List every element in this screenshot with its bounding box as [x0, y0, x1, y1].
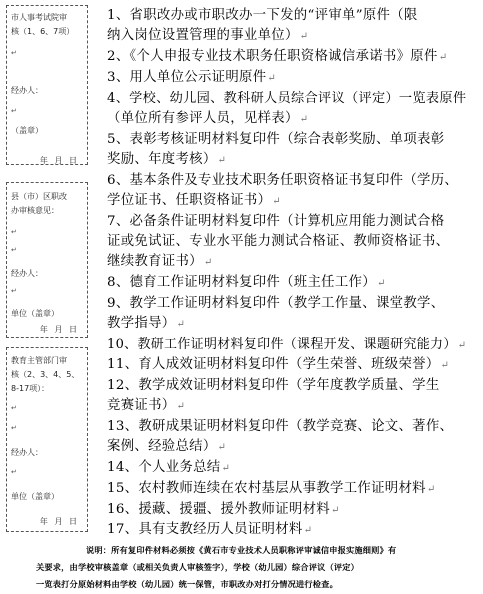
handler-label: 经办人：: [11, 269, 43, 278]
list-item: 9、教学工作证明材料复印件（教学工作量、课堂教学、: [107, 296, 445, 311]
list-item: 10、教研工作证明材料复印件（课程开发、课题研究能力）↵: [107, 337, 467, 352]
return-mark: ↵: [221, 463, 231, 474]
date-label: 年 月 日: [39, 156, 79, 165]
list-item: 17、具有支教经历人员证明材料↵: [107, 522, 313, 537]
list-item: 13、教研成果证明材料复印件（教学竞赛、论文、著作、: [107, 419, 454, 434]
education-review-box: [6, 347, 88, 532]
return-mark: ↵: [217, 155, 227, 166]
list-item: 4、学校、幼儿园、教科研人员综合评议（评定）一览表原件: [107, 91, 467, 106]
footnote-line: 一览表打分原始材料由学校（幼儿园）统一保管，市职改办对打分情况进行检查。: [36, 579, 338, 589]
list-item: 学位证书、任职资格证书）↵: [107, 193, 281, 208]
box-title-line: 核（2、3、4、5、: [11, 370, 80, 379]
list-item: 12、教学成效证明材料复印件（学年度教学质量、学生: [107, 378, 440, 393]
date-label: 年 月 日: [39, 325, 79, 334]
return-mark: ↵: [272, 196, 281, 207]
seal-label: （盖章）: [11, 126, 43, 135]
return-mark: ↵: [299, 114, 309, 125]
list-item: 14、个人业务总结↵: [107, 460, 231, 475]
list-item: 15、农村教师连续在农村基层从事教学工作证明材料↵: [107, 481, 436, 496]
list-item: 5、表彰考核证明材料复印件（综合表彰奖励、单项表彰: [107, 132, 445, 147]
list-item: 继续教育证书）↵: [107, 254, 213, 269]
list-item: 8、德育工作证明材料复印件（班主任工作）↵: [107, 275, 386, 290]
footnote-line: 关要求，由学校审核盖章（或相关负责人审核签字），学校（幼儿园）综合评议（评定）: [36, 562, 360, 572]
list-item: 竞赛证书）↵: [107, 398, 186, 413]
city-review-box: [6, 5, 88, 165]
return-mark: ↵: [203, 257, 213, 268]
return-mark: ↵: [11, 246, 17, 254]
list-item: 11、育人成效证明材料复印件（学生荣誉、班级荣誉）↵: [107, 357, 450, 372]
return-mark: ↵: [440, 360, 450, 371]
box-title-line: 核（1、6、7项）: [11, 27, 75, 36]
return-mark: ↵: [267, 73, 277, 84]
list-item: 2、《个人申报专业技术职务任职资格诚信承诺书》原件↵: [107, 49, 448, 64]
return-mark: ↵: [11, 404, 17, 412]
list-item: （单位所有参评人员，见样表）↵: [107, 111, 309, 126]
list-item: 案例、经验总结）↵: [107, 439, 227, 454]
list-item: 6、基本条件及专业技术职务任职资格证书复印件（学历、: [107, 173, 459, 188]
return-mark: ↵: [438, 52, 448, 63]
list-item: 7、必备条件证明材料复印件（计算机应用能力测试合格: [107, 214, 445, 229]
return-mark: ↵: [303, 525, 313, 536]
county-review-box: [6, 182, 88, 338]
return-mark: ↵: [457, 340, 467, 351]
seal-label: 单位（盖章）: [11, 309, 59, 318]
return-mark: ↵: [376, 278, 386, 289]
list-item: 1、省职改办或市职改办一下发的“评审单”原件（限: [107, 8, 418, 23]
return-mark: ↵: [11, 468, 17, 476]
box-title-line: 县（市）区职改: [11, 192, 67, 201]
return-mark: ↵: [299, 31, 309, 42]
date-label: 年 月 日: [39, 517, 79, 526]
box-title-line: 教育主管部门审: [11, 356, 67, 365]
return-mark: ↵: [11, 228, 17, 236]
return-mark: ↵: [331, 505, 340, 516]
list-item: 16、援藏、援疆、援外教师证明材料↵: [107, 502, 340, 517]
return-mark: ↵: [176, 319, 186, 330]
return-mark: ↵: [217, 442, 227, 453]
box-title-line: 办审核意见：: [11, 206, 59, 215]
return-mark: ↵: [11, 424, 17, 432]
list-item: 证或免试证、专业水平能力测试合格证、教师资格证书、: [107, 234, 450, 249]
handler-label: 经办人：: [11, 86, 43, 95]
box-title-line: 8-17项）：: [11, 384, 50, 393]
handler-label: 经办人：: [11, 448, 43, 457]
return-mark: ↵: [11, 287, 17, 295]
seal-label: 单位（盖章）: [11, 492, 59, 501]
list-item: 纳入岗位设置管理的事业单位）↵: [107, 28, 309, 43]
return-mark: ↵: [176, 401, 186, 412]
return-mark: ↵: [11, 107, 17, 115]
return-mark: ↵: [11, 49, 17, 57]
box-title-line: 市人事考试院审: [11, 13, 67, 22]
list-item: 3、用人单位公示证明原件↵: [107, 70, 277, 85]
list-item: 教学指导）↵: [107, 316, 186, 331]
return-mark: ↵: [426, 484, 436, 495]
list-item: 奖励、年度考核）↵: [107, 152, 227, 167]
footnote-line: 说明：所有复印件材料必须按《黄石市专业技术人员职称评审诚信申报实施细则》有: [86, 545, 397, 555]
